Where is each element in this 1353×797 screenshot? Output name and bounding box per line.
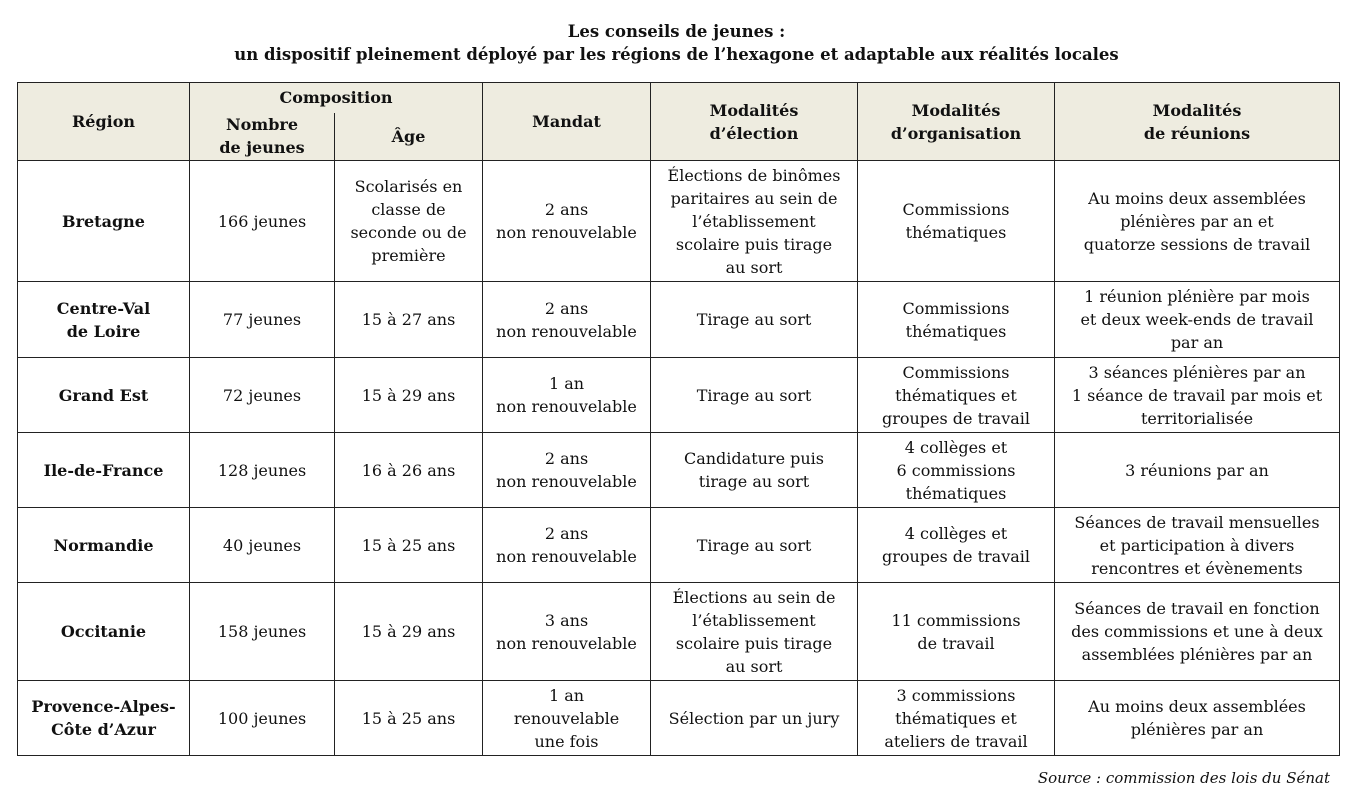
cell-region: Occitanie — [18, 583, 190, 681]
cell-age: 15 à 25 ans — [335, 681, 483, 756]
cell-age: 15 à 29 ans — [335, 358, 483, 433]
cell-mandat: 2 ans non renouvelable — [483, 433, 651, 508]
header-reunions: Modalités de réunions — [1055, 83, 1340, 161]
cell-age: 15 à 25 ans — [335, 508, 483, 583]
cell-nombre: 72 jeunes — [190, 358, 335, 433]
cell-organisation: 4 collèges et groupes de travail — [858, 508, 1055, 583]
cell-mandat: 2 ans non renouvelable — [483, 161, 651, 282]
cell-age: Scolarisés en classe de seconde ou de première — [335, 161, 483, 282]
cell-mandat: 3 ans non renouvelable — [483, 583, 651, 681]
table-row — [18, 161, 1340, 282]
table-row — [18, 681, 1340, 756]
cell-organisation: Commissions thématiques — [858, 161, 1055, 282]
cell-reunions: 1 réunion plénière par mois et deux week-ends de travail par an — [1055, 282, 1340, 358]
conseils-jeunes-table — [17, 82, 1340, 756]
header-composition: Composition — [190, 83, 483, 113]
cell-age: 15 à 29 ans — [335, 583, 483, 681]
header-age: Âge — [335, 113, 483, 161]
cell-age: 15 à 27 ans — [335, 282, 483, 358]
cell-region: Bretagne — [18, 161, 190, 282]
cell-reunions: Séances de travail mensuelles et participation à divers rencontres et évènements — [1055, 508, 1340, 583]
header-region: Région — [18, 83, 190, 161]
cell-region: Grand Est — [18, 358, 190, 433]
cell-region: Provence-Alpes- Côte d’Azur — [18, 681, 190, 756]
table-row — [18, 583, 1340, 681]
cell-election: Candidature puis tirage au sort — [651, 433, 858, 508]
header-election: Modalités d’élection — [651, 83, 858, 161]
table-row — [18, 358, 1340, 433]
cell-region: Ile-de-France — [18, 433, 190, 508]
cell-nombre: 100 jeunes — [190, 681, 335, 756]
header-organisation: Modalités d’organisation — [858, 83, 1055, 161]
header-nombre: Nombre de jeunes — [190, 113, 335, 161]
cell-mandat: 2 ans non renouvelable — [483, 508, 651, 583]
source-note: Source : commission des lois du Sénat — [1037, 769, 1330, 787]
cell-reunions: Séances de travail en fonction des commissions et une à deux assemblées plénières par an — [1055, 583, 1340, 681]
cell-age: 16 à 26 ans — [335, 433, 483, 508]
cell-region: Centre-Val de Loire — [18, 282, 190, 358]
header-mandat: Mandat — [483, 83, 651, 161]
cell-election: Tirage au sort — [651, 282, 858, 358]
cell-mandat: 1 an renouvelable une fois — [483, 681, 651, 756]
cell-organisation: Commissions thématiques — [858, 282, 1055, 358]
table-title: Les conseils de jeunes : un dispositif pleinement déployé par les régions de l’hexagone et adaptable aux réalités locales — [234, 22, 1119, 64]
cell-mandat: 2 ans non renouvelable — [483, 282, 651, 358]
cell-mandat: 1 an non renouvelable — [483, 358, 651, 433]
cell-election: Élections au sein de l’établissement scolaire puis tirage au sort — [651, 583, 858, 681]
cell-nombre: 166 jeunes — [190, 161, 335, 282]
cell-reunions: Au moins deux assemblées plénières par an — [1055, 681, 1340, 756]
cell-organisation: 4 collèges et 6 commissions thématiques — [858, 433, 1055, 508]
table-row — [18, 433, 1340, 508]
cell-organisation: Commissions thématiques et groupes de travail — [858, 358, 1055, 433]
cell-reunions: 3 réunions par an — [1055, 433, 1340, 508]
cell-nombre: 77 jeunes — [190, 282, 335, 358]
cell-election: Tirage au sort — [651, 358, 858, 433]
cell-organisation: 3 commissions thématiques et ateliers de travail — [858, 681, 1055, 756]
cell-organisation: 11 commissions de travail — [858, 583, 1055, 681]
table-row — [18, 282, 1340, 358]
cell-reunions: Au moins deux assemblées plénières par an et quatorze sessions de travail — [1055, 161, 1340, 282]
cell-reunions: 3 séances plénières par an 1 séance de travail par mois et territorialisée — [1055, 358, 1340, 433]
cell-election: Sélection par un jury — [651, 681, 858, 756]
cell-election: Tirage au sort — [651, 508, 858, 583]
cell-nombre: 40 jeunes — [190, 508, 335, 583]
table-row — [18, 508, 1340, 583]
cell-nombre: 158 jeunes — [190, 583, 335, 681]
cell-region: Normandie — [18, 508, 190, 583]
cell-nombre: 128 jeunes — [190, 433, 335, 508]
cell-election: Élections de binômes paritaires au sein de l’établissement scolaire puis tirage au sort — [651, 161, 858, 282]
